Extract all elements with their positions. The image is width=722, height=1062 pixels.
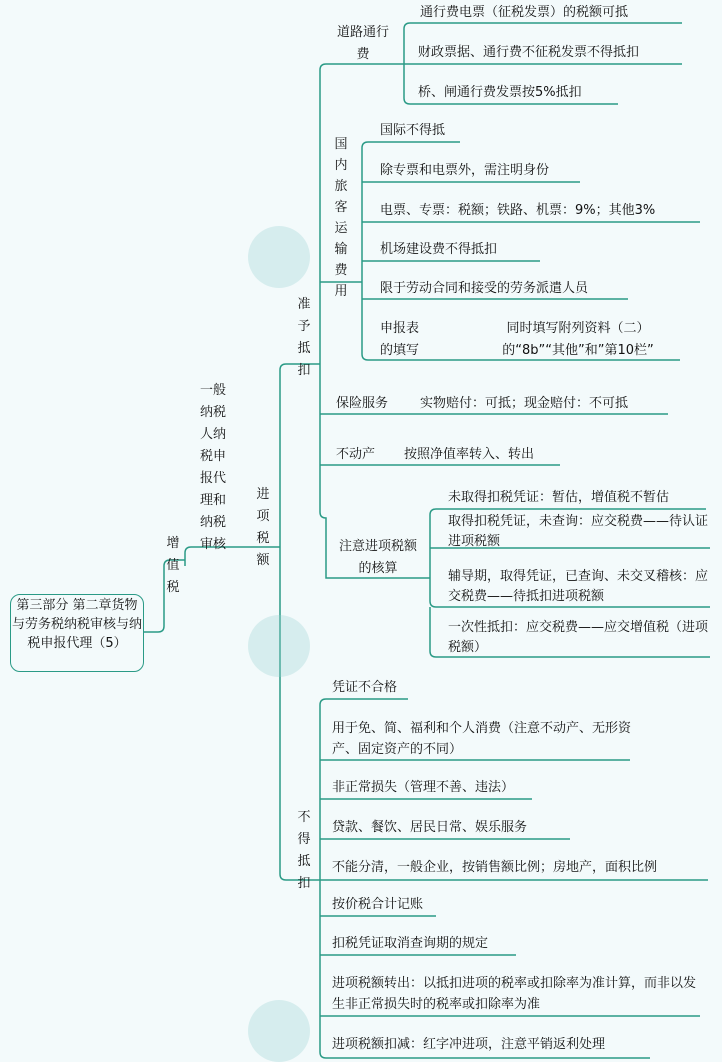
node-input-tax[interactable]: 进项税额 [256,487,270,568]
nondeductible-item: 按价税合计记账 [332,897,424,912]
watermark-logo-icon [248,615,310,677]
node-general-taxpayer[interactable]: 一般纳税人纳税申报代理和纳税审核 [199,383,226,552]
accounting-item: 未取得扣税凭证：暂估，增值税不暂估 [448,490,670,505]
passenger-item: 除专票和电票外，需注明身份 [380,163,550,178]
passenger-item: 限于劳动合同和接受的劳务派遣人员 [380,281,589,296]
passenger-item: 机场建设费不得抵扣 [380,242,498,257]
node-passenger-transport[interactable]: 国内旅客运输费用 [334,137,348,299]
node-accounting[interactable]: 注意进项税额的核算 [338,539,417,576]
nondeductible-item: 非正常损失（管理不善、违法） [332,780,515,795]
nondeductible-item: 贷款、餐饮、居民日常、娱乐服务 [332,820,528,835]
nondeductible-item: 进项税额扣减：红字冲进项，注意平销返利处理 [332,1037,606,1052]
real-estate-text: 按照净值率转入、转出 [404,447,535,462]
nondeductible-item: 用于免、简、福利和个人消费（注意不动产、无形资产、固定资产的不同） [332,721,632,757]
accounting-item: 一次性抵扣：应交税费——应交增值税（进项税额） [448,620,709,655]
insurance-text: 实物赔付：可抵；现金赔付：不可抵 [420,396,629,411]
node-declaration[interactable]: 申报表的填写 [380,321,420,358]
road-item: 通行费电票（征税发票）的税额可抵 [420,5,629,20]
passenger-item: 电票、专票：税额；铁路、机票：9%；其他3% [380,203,656,218]
nondeductible-item: 不能分清，一般企业，按销售额比例；房地产，面积比例 [332,860,658,875]
root-node[interactable] [10,594,144,672]
road-item: 桥、闸通行费发票按5%抵扣 [418,85,582,100]
nondeductible-item: 扣税凭证取消查询期的规定 [332,936,489,951]
declaration-text: 同时填写附列资料（二）的“8b”“其他”和”第10栏” [502,321,654,358]
nondeductible-item: 凭证不合格 [332,680,398,695]
nondeductible-item: 进项税额转出：以抵扣进项的税率或扣除率为准计算，而非以发生非正常损失时的税率或扣除率为准 [332,976,697,1012]
watermark-logo-icon [248,226,310,288]
root-title: 第三部分 第二章货物与劳务税纳税审核与纳税申报代理（5） [11,598,142,651]
node-nondeductible[interactable]: 不得抵扣 [297,810,311,891]
passenger-item: 国际不得抵 [380,123,446,138]
node-road-toll[interactable]: 道路通行费 [336,25,389,62]
road-item: 财政票据、通行费不征税发票不得抵扣 [418,45,640,60]
accounting-item: 辅导期，取得凭证，已查询、未交叉稽核：应交税费——待抵扣进项税额 [448,569,709,604]
watermark-logo-icon [248,1000,310,1062]
node-real-estate[interactable]: 不动产 [336,447,376,462]
accounting-item: 取得扣税凭证，未查询：应交税费——待认证进项税额 [448,514,709,549]
node-vat[interactable]: 增值税 [166,536,180,595]
node-insurance[interactable]: 保险服务 [336,396,389,411]
node-deductible[interactable]: 准予抵扣 [297,297,311,378]
